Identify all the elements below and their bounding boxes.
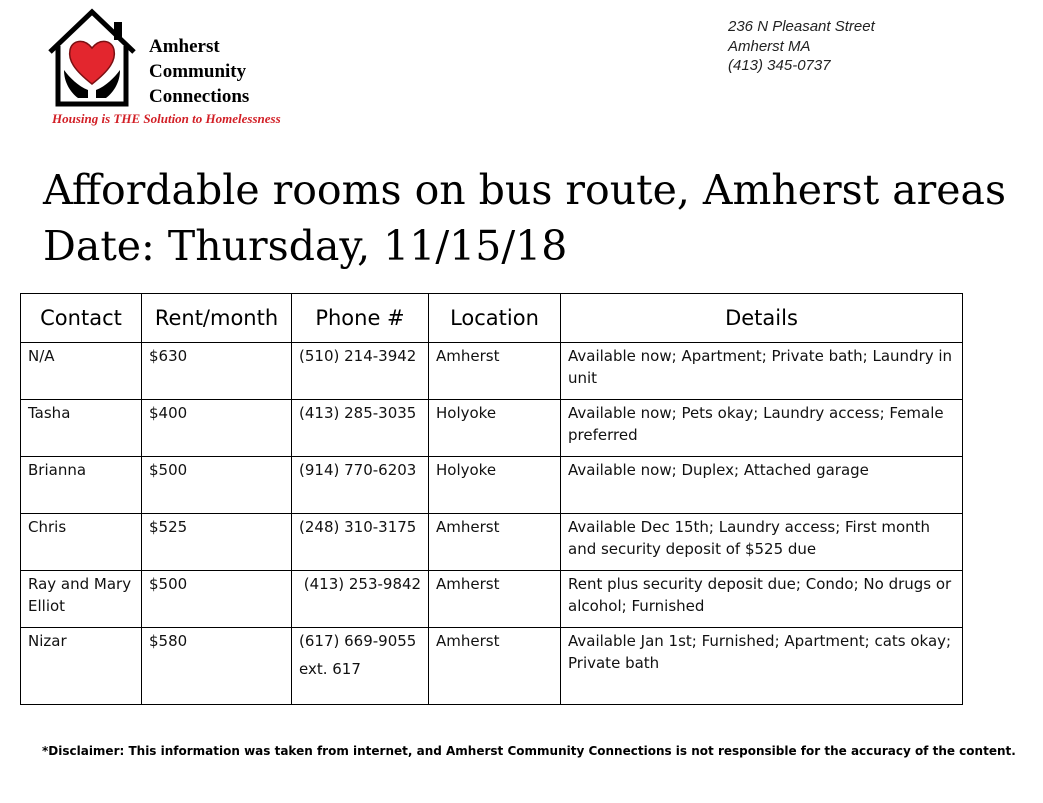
org-logo (44, 8, 324, 130)
cell-phone: (248) 310-3175 (292, 514, 429, 571)
cell-location: Amherst (429, 571, 561, 628)
cell-rent: $525 (142, 514, 292, 571)
column-header-contact: Contact (21, 294, 142, 343)
column-header-phone: Phone # (292, 294, 429, 343)
phone-extension: ext. 617 (299, 660, 361, 678)
table-row (21, 628, 963, 705)
cell-details: Available now; Apartment; Private bath; Laundry in unit (561, 343, 963, 400)
cell-phone: (413) 285-3035 (292, 400, 429, 457)
listings-table (20, 293, 963, 705)
cell-details: Available now; Duplex; Attached garage (561, 457, 963, 514)
org-name-line-1: Amherst (149, 36, 220, 57)
table-row (21, 457, 963, 514)
cell-phone: (914) 770-6203 (292, 457, 429, 514)
cell-location: Holyoke (429, 400, 561, 457)
org-name (149, 34, 249, 109)
column-header-details: Details (561, 294, 963, 343)
cell-details: Available Jan 1st; Furnished; Apartment; cats okay; Private bath (561, 628, 963, 705)
cell-contact: Tasha (21, 400, 142, 457)
page-title (43, 162, 1006, 274)
cell-contact: Ray and Mary Elliot (21, 571, 142, 628)
cell-phone: (510) 214-3942 (292, 343, 429, 400)
cell-rent: $400 (142, 400, 292, 457)
address-street: 236 N Pleasant Street (728, 18, 875, 35)
cell-rent: $500 (142, 571, 292, 628)
cell-location: Holyoke (429, 457, 561, 514)
cell-contact: N/A (21, 343, 142, 400)
address-phone: (413) 345-0737 (728, 57, 831, 74)
cell-details: Rent plus security deposit due; Condo; No drugs or alcohol; Furnished (561, 571, 963, 628)
table-header-row (21, 294, 963, 343)
cell-location: Amherst (429, 514, 561, 571)
address-city: Amherst MA (728, 37, 811, 55)
column-header-rent: Rent/month (142, 294, 292, 343)
cell-contact: Nizar (21, 628, 142, 705)
table-row (21, 514, 963, 571)
phone-number: (617) 669-9055 (299, 632, 417, 650)
cell-details: Available Dec 15th; Laundry access; First month and security deposit of $525 due (561, 514, 963, 571)
table-row (21, 343, 963, 400)
house-heart-icon (44, 8, 144, 108)
cell-location: Amherst (429, 628, 561, 705)
page-title-line-1: Affordable rooms on bus route, Amherst areas (43, 166, 1006, 214)
cell-details: Available now; Pets okay; Laundry access; Female preferred (561, 400, 963, 457)
cell-rent: $580 (142, 628, 292, 705)
page-date: Date: Thursday, 11/15/18 (43, 222, 568, 270)
cell-contact: Brianna (21, 457, 142, 514)
org-address (728, 17, 875, 76)
tagline: Housing is THE Solution to Homelessness (52, 111, 281, 126)
cell-location: Amherst (429, 343, 561, 400)
cell-rent: $630 (142, 343, 292, 400)
disclaimer: *Disclaimer: This information was taken from internet, and Amherst Community Connections is not responsible for the accuracy of the content. (42, 744, 1016, 758)
cell-contact: Chris (21, 514, 142, 571)
table-row (21, 400, 963, 457)
org-name-line-2: Community (149, 61, 247, 82)
cell-rent: $500 (142, 457, 292, 514)
table-row (21, 571, 963, 628)
cell-phone: (413) 253-9842 (292, 571, 429, 628)
org-name-line-3: Connections (149, 86, 250, 107)
column-header-location: Location (429, 294, 561, 343)
cell-phone (292, 628, 429, 705)
